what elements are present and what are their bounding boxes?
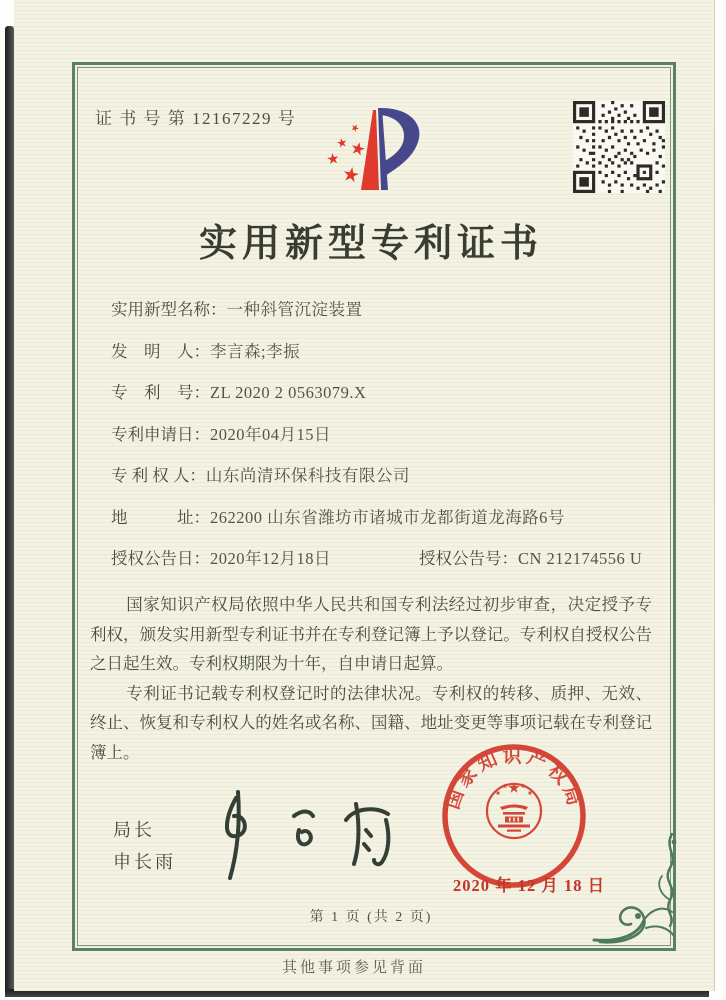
certificate-paper (14, 0, 715, 991)
grant-date-label: 授权公告日： (111, 549, 210, 568)
commissioner-title: 局长 (113, 820, 155, 840)
national-emblem-icon (487, 782, 541, 838)
commissioner-name: 申长雨 (113, 852, 176, 872)
grant-date-value: 2020年12月18日 (210, 549, 331, 568)
seal-arc-text: 国家知识产权局 (442, 745, 586, 813)
field-row-filing-date (111, 422, 663, 448)
field-value: 李言森;李振 (210, 341, 301, 361)
legal-paragraph-2: 专利证书记载专利权登记时的法律状况。专利权的转移、质押、无效、终止、恢复和专利权人的姓名或名称、国籍、地址变更等事项记载在专利登记簿上。 (90, 683, 652, 762)
grant-no-value: CN 212174556 U (518, 549, 643, 568)
grant-no-label: 授权公告号： (419, 549, 518, 568)
certificate-fields (111, 297, 663, 588)
seal-date: 2020 年 12 月 18 日 (452, 876, 606, 895)
certificate-title: 实用新型专利证书 (198, 223, 543, 265)
signature-handwriting (196, 786, 421, 886)
legal-paragraph-1: 国家知识产权局依照中华人民共和国专利法经过初步审查，决定授予专利权，颁发实用新型专利证书并在专利登记簿上予以登记。专利权自授权公告之日起生效。专利权期限为十年，自申请日起算。 (90, 595, 652, 673)
back-side-note: 其他事项参见背面 (281, 960, 426, 976)
field-value: 山东尚清环保科技有限公司 (205, 466, 410, 485)
field-row-grant (111, 546, 663, 572)
field-label: 实用新型名称： (111, 300, 227, 319)
field-label: 专 利 号： (111, 383, 210, 402)
field-value: ZL 2020 2 0563079.X (210, 383, 367, 402)
field-row-inventor (111, 339, 663, 365)
field-value: 一种斜管沉淀装置 (226, 300, 363, 319)
field-label: 专利申请日： (111, 424, 210, 444)
qr-code (573, 101, 665, 193)
certificate-number: 证 书 号 第 12167229 号 (95, 109, 297, 128)
field-value: 2020年04月15日 (210, 424, 331, 444)
field-row-address (111, 505, 663, 531)
field-label: 专 利 权 人： (111, 466, 206, 485)
scan-shadow-left (5, 26, 14, 992)
page-number: 第 1 页 (共 2 页) (309, 910, 433, 925)
cnipa-logo-icon (302, 100, 462, 214)
field-label: 地 址： (111, 507, 210, 527)
field-value: 262200 山东省潍坊市诸城市龙都街道龙海路6号 (210, 507, 565, 527)
field-row-name (111, 297, 663, 323)
field-label: 发 明 人： (111, 341, 210, 361)
field-row-patent-no (111, 380, 663, 406)
field-row-patentee (111, 463, 663, 489)
official-seal (439, 741, 589, 891)
